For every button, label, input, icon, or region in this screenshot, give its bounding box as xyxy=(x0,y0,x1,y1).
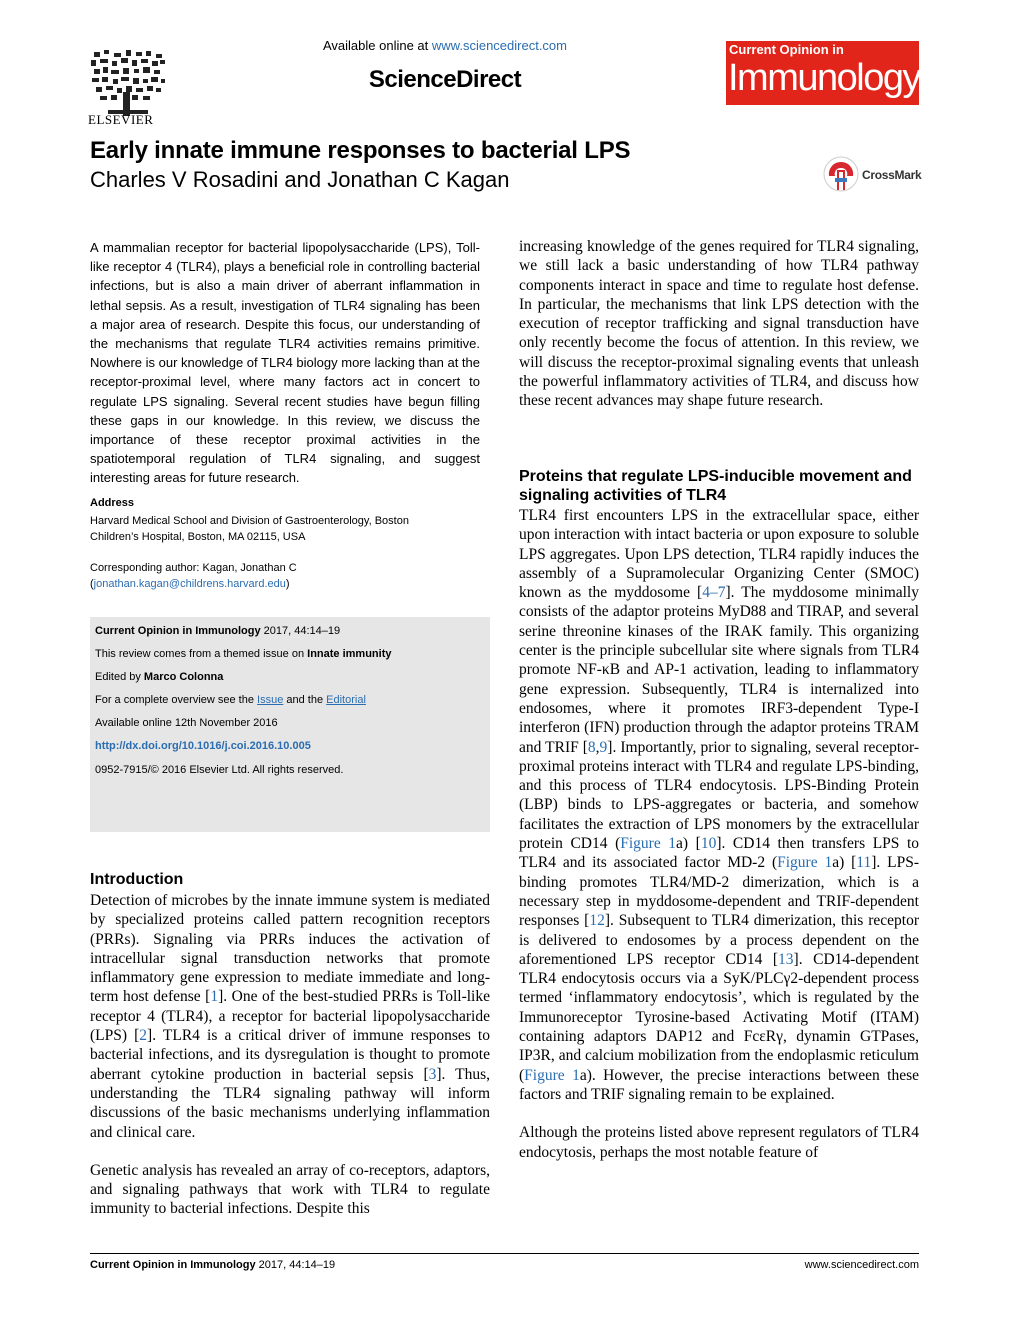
info-citation: 2017, 44:14–19 xyxy=(260,625,341,637)
sec-text: , xyxy=(595,738,600,756)
address-block xyxy=(90,513,490,545)
sec-text: TLR4 first encounters LPS in the extracellular space, either upon interaction with intact bacteria or upon exposure to soluble LPS aggregates. Upon LPS detection, TLR4 rapidly induces the assembly of a Supramolecular Organizing Center (SMOC) known as the myddosome [ xyxy=(519,507,919,602)
sec-text: a) [ xyxy=(832,854,857,872)
sec-text: ]. CD14 then transfers LPS to TLR4 and its associated factor MD-2 ( xyxy=(519,835,920,872)
info-edited-prefix: Edited by xyxy=(95,671,144,683)
sciencedirect-wordmark: ScienceDirect xyxy=(368,66,522,93)
citation-link[interactable]: 9 xyxy=(599,738,608,756)
corresponding-email-link[interactable]: jonathan.kagan@childrens.harvard.edu xyxy=(93,578,286,590)
corresponding-author xyxy=(90,560,490,592)
sec-text: ]. Importantly, prior to signaling, several receptor-proximal proteins interact with TLR4 and regulate LPS-binding, and this process of TLR4 endocytosis. LPS-Binding Protein (LBP) binds to LPS-aggregates or bacteria, and somehow facilitates the extraction of LPS monomers by the extracellular protein CD14 ( xyxy=(519,738,919,853)
doi-link[interactable]: http://dx.doi.org/10.1016/j.coi.2016.10.005 xyxy=(95,740,311,752)
journal-logo-line1: Current Opinion in xyxy=(729,42,844,57)
figure-link[interactable]: Figure 1 xyxy=(620,835,677,853)
intro-p1-text-c: ]. TLR4 is a critical driver of immune responses to bacterial infections, and its dysregulation is thought to promote aberrant cytokine production in bacterial sepsis [ xyxy=(90,1027,490,1083)
sciencedirect-url-link[interactable]: www.sciencedirect.com xyxy=(431,38,567,53)
journal-logo xyxy=(726,41,919,105)
article-title: Early innate immune responses to bacterial LPS xyxy=(90,137,631,164)
info-doi-line xyxy=(95,740,311,752)
footer-citation-detail: 2017, 44:14–19 xyxy=(255,1259,336,1271)
info-overview-line xyxy=(95,694,366,706)
info-journal: Current Opinion in Immunology xyxy=(95,625,261,637)
citation-link[interactable]: 11 xyxy=(856,854,872,872)
section-paragraph-2: Although the proteins listed above represent regulators of TLR4 endocytosis, perhaps the most notable feature of xyxy=(519,1124,919,1161)
citation-link[interactable]: 13 xyxy=(778,950,794,968)
article-info-box xyxy=(90,617,490,832)
editorial-link[interactable]: Editorial xyxy=(326,694,366,706)
right-column-continuation xyxy=(519,237,919,411)
article-authors: Charles V Rosadini and Jonathan C Kagan xyxy=(90,167,510,192)
info-themed-prefix: This review comes from a themed issue on xyxy=(95,648,308,660)
address-heading: Address xyxy=(90,497,135,509)
address-line-1: Harvard Medical School and Division of Gastroenterology, Boston xyxy=(90,515,409,527)
sec-text: a) [ xyxy=(676,835,701,853)
introduction-paragraph-2: Genetic analysis has revealed an array of co-receptors, adaptors, and signaling pathways that work with TLR4 to regulate immunity to bacterial infections. Despite this xyxy=(90,1161,490,1218)
info-overview-mid: and the xyxy=(283,694,327,706)
citation-link[interactable]: 4–7 xyxy=(702,584,726,602)
intro-p1-text-d: ]. Thus, understanding the TLR4 signaling pathway will inform discussions of the basic mechanisms underlying inflammation and clinical care. xyxy=(90,1065,490,1141)
address-line-2: Children’s Hospital, Boston, MA 02115, USA xyxy=(90,531,306,543)
section-paragraph-1 xyxy=(519,506,919,1104)
corresponding-label: Corresponding author: Kagan, Jonathan C xyxy=(90,562,297,574)
footer-divider xyxy=(90,1253,919,1254)
crossmark-icon xyxy=(822,156,860,192)
info-themed-issue: Innate immunity xyxy=(307,648,392,660)
introduction-heading: Introduction xyxy=(90,871,184,888)
abstract: A mammalian receptor for bacterial lipopolysaccharide (LPS), Toll-like receptor 4 (TLR4), plays a beneficial role in controlling bacterial infections, but is also a main driver of aberrant inflammation in lethal sepsis. As a result, investigation of TLR4 signaling has been a major area of research. Despite this focus, our understanding of the mechanisms that regulate TLR4 activities remains primitive. Nowhere is our knowledge of TLR4 biology more lacking than at the receptor-proximal level, where many factors act in concert to regulate LPS signaling. Several recent studies have begun filling these gaps in our knowledge. In this review, we discuss the importance of these receptor proximal activities in the spatiotemporal regulation of TLR4 signaling, and suggest interesting areas for future research. xyxy=(90,240,480,486)
citation-link[interactable]: 2 xyxy=(139,1027,148,1045)
continuation-paragraph: increasing knowledge of the genes required for TLR4 signaling, we still lack a basic understanding of how TLR4 pathway components interact in space and time to regulate host defense. In particular, the mechanisms that link LPS detection with the execution of receptor trafficking and signal transduction have only recently become the focus of attention. In this review, we will discuss the receptor-proximal signaling events that unleash the powerful inflammatory activities of TLR4, and discuss how these recent advances may shape future research. xyxy=(519,238,919,410)
crossmark-badge[interactable] xyxy=(822,156,922,192)
issue-link[interactable]: Issue xyxy=(257,694,284,706)
citation-link[interactable]: 8 xyxy=(587,738,596,756)
sec-text: ]. CD14-dependent TLR4 endocytosis occurs via a SyK/PLCγ2-dependent process termed ‘inflammatory endocytosis’, which is regulated by the Immunoreceptor Tyrosine-based Activating Motif (ITAM) containing adaptors DAP12 and FcεRγ, dynamin GTPases, IP3R, and calcium mobilization from the endoplasmic reticulum ( xyxy=(519,950,919,1084)
info-citation-line xyxy=(95,625,340,637)
introduction-body xyxy=(90,891,490,1219)
section-heading-proteins: Proteins that regulate LPS-inducible movement and signaling activities of TLR4 xyxy=(519,468,912,504)
journal-logo-line2: Immunology xyxy=(728,57,920,99)
info-edited-line xyxy=(95,671,223,683)
footer-url[interactable]: www.sciencedirect.com xyxy=(804,1259,919,1271)
info-overview-prefix: For a complete overview see the xyxy=(95,694,258,706)
info-copyright: 0952-7915/© 2016 Elsevier Ltd. All rights reserved. xyxy=(95,764,344,776)
figure-link[interactable]: Figure 1 xyxy=(524,1066,580,1084)
info-themed-line xyxy=(95,648,391,660)
introduction-paragraph-1 xyxy=(90,891,490,1142)
available-prefix: Available online at xyxy=(322,38,432,53)
info-available: Available online 12th November 2016 xyxy=(95,717,278,729)
figure-link[interactable]: Figure 1 xyxy=(777,854,833,872)
footer-citation xyxy=(90,1259,335,1271)
citation-link[interactable]: 12 xyxy=(589,912,605,930)
info-editor: Marco Colonna xyxy=(143,671,224,683)
crossmark-label: CrossMark xyxy=(862,168,922,182)
citation-link[interactable]: 10 xyxy=(700,835,717,853)
sec-text: ]. Subsequent to TLR4 dimerization, this receptor is delivered to endosomes by a process dependent on the aforementioned LPS receptor CD14 [ xyxy=(519,912,919,968)
intro-p1-text-a: Detection of microbes by the innate immune system is mediated by specialized proteins called pattern recognition receptors (PRRs). Signaling via PRRs induces the activation of intracellular signal transduction networks that promote inflammatory gene expression to mediate immediate and long-term host defense [ xyxy=(90,892,490,1006)
corresponding-email-line: (jonathan.kagan@childrens.harvard.edu) xyxy=(90,578,290,590)
citation-link[interactable]: 1 xyxy=(210,988,219,1006)
footer-journal: Current Opinion in Immunology xyxy=(90,1259,256,1271)
citation-link[interactable]: 3 xyxy=(428,1065,437,1083)
intro-p1-text-b: ]. One of the best-studied PRRs is Toll-like receptor 4 (TLR4), a receptor for bacterial lipopolysaccharide (LPS) [ xyxy=(90,988,490,1045)
section-body-proteins xyxy=(519,506,919,1162)
sec-text: a). However, the precise interactions between these factors and TRIF signaling remain to be explained. xyxy=(519,1066,919,1103)
sec-text: ]. The myddosome minimally consists of the adaptor proteins MyD88 and TIRAP, and several serine threonine kinases of the IRAK family. This organizing center is the principle subcellular site where signals from TLR4 promote NF-κB and AP-1 activation, leading to inflammatory gene expression. Subsequently, TLR4 is internalized into endosomes, where it promotes IRF3-dependent Type-I interferon (IFN) production through the adaptor proteins TRAM and TRIF [ xyxy=(519,584,919,756)
sec-text: ]. LPS-binding promotes TLR4/MD-2 dimerization, which is a necessary step in myddosome-dependent and TRIF-dependent responses [ xyxy=(519,854,920,930)
publisher-name: ELSEVIER xyxy=(88,112,154,127)
